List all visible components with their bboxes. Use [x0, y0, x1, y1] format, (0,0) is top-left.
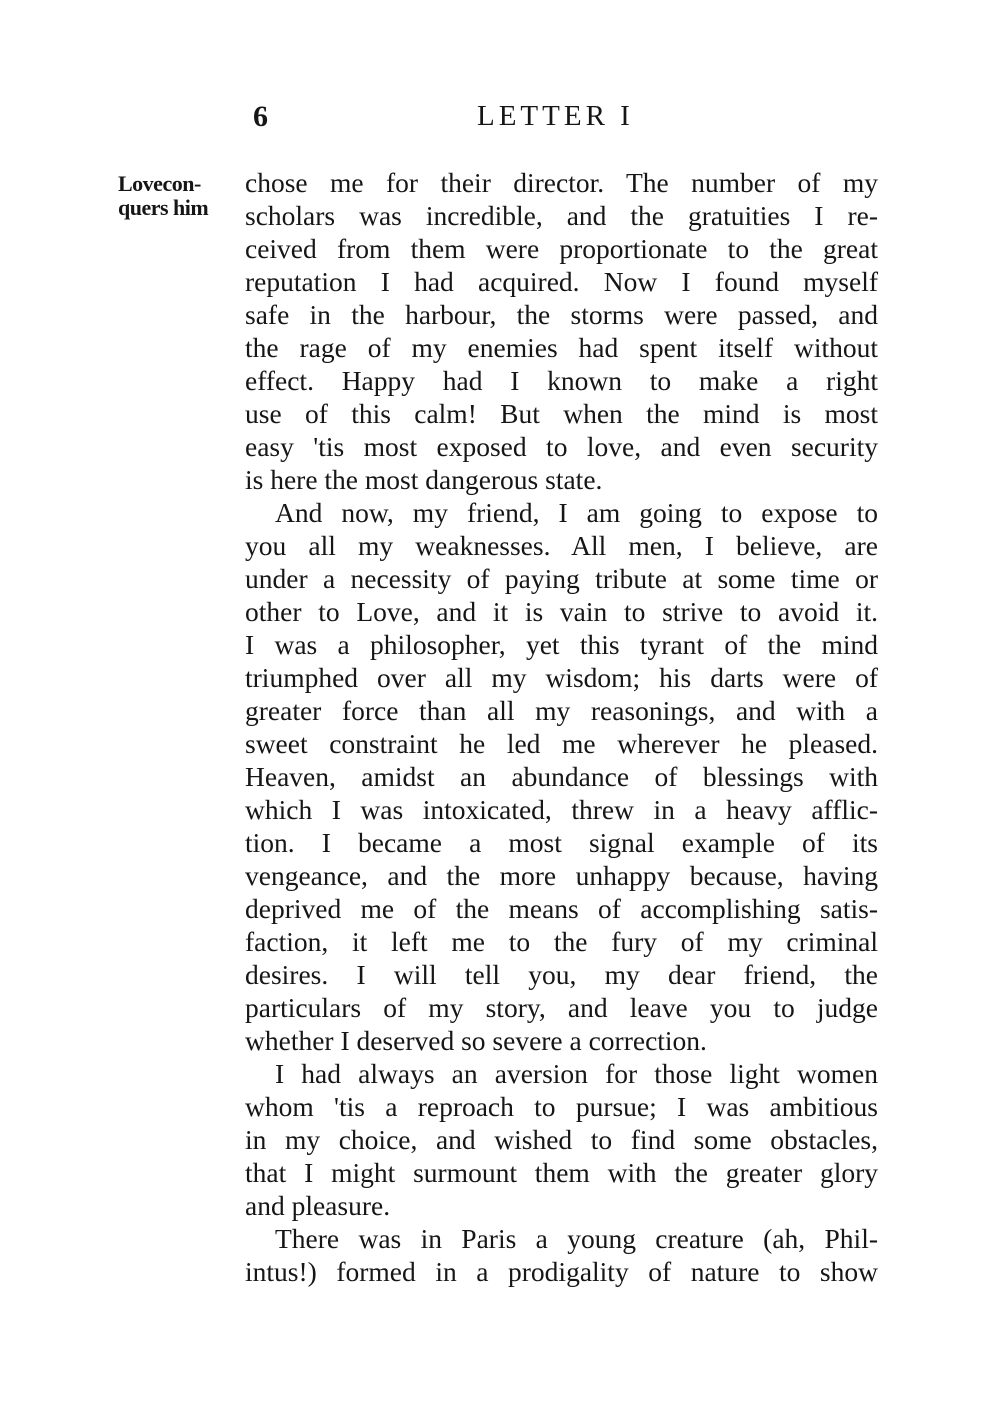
text-line: which I was intoxicated, threw in a heavy afflic-: [245, 794, 878, 825]
paragraph: [245, 166, 878, 496]
sidenote-line: Lovecon-: [118, 171, 201, 196]
text-line: under a necessity of paying tribute at some time or: [245, 563, 878, 594]
text-line: deprived me of the means of accomplishing satis-: [245, 893, 878, 924]
text-line: is here the most dangerous state.: [245, 464, 603, 495]
text-line: the rage of my enemies had spent itself without: [245, 332, 878, 363]
text-line: whom 'tis a reproach to pursue; I was ambitious: [245, 1091, 878, 1122]
paragraph: [245, 1057, 878, 1222]
text-line: in my choice, and wished to find some obstacles,: [245, 1124, 878, 1155]
text-line: intus!) formed in a prodigality of nature to show: [245, 1256, 878, 1287]
text-line: ceived from them were proportionate to the great: [245, 233, 878, 264]
text-line: Heaven, amidst an abundance of blessings with: [245, 761, 878, 792]
text-line: use of this calm! But when the mind is most: [245, 398, 878, 429]
text-line: reputation I had acquired. Now I found myself: [245, 266, 878, 297]
text-line: I had always an aversion for those light women: [275, 1058, 878, 1089]
text-line: There was in Paris a young creature (ah, Phil-: [275, 1223, 878, 1254]
text-line: sweet constraint he led me wherever he pleased.: [245, 728, 878, 759]
text-line: you all my weaknesses. All men, I believe, are: [245, 530, 878, 561]
text-line: particulars of my story, and leave you to judge: [245, 992, 878, 1023]
margin-sidenote: [118, 172, 243, 220]
text-line: And now, my friend, I am going to expose to: [275, 497, 878, 528]
text-line: and pleasure.: [245, 1190, 391, 1221]
paragraph: [245, 496, 878, 1057]
text-line: I was a philosopher, yet this tyrant of the mind: [245, 629, 878, 660]
sidenote-line: quers him: [118, 195, 209, 220]
running-head: LETTER I: [477, 100, 634, 132]
text-line: greater force than all my reasonings, and with a: [245, 695, 878, 726]
text-line: scholars was incredible, and the gratuities I re-: [245, 200, 878, 231]
text-line: tion. I became a most signal example of its: [245, 827, 878, 858]
text-line: faction, it left me to the fury of my criminal: [245, 926, 878, 957]
page-number: 6: [253, 100, 269, 133]
body-text: [245, 166, 878, 1288]
text-line: vengeance, and the more unhappy because, having: [245, 860, 878, 891]
text-line: other to Love, and it is vain to strive to avoid it.: [245, 596, 878, 627]
text-line: triumphed over all my wisdom; his darts were of: [245, 662, 878, 693]
text-line: whether I deserved so severe a correction.: [245, 1025, 707, 1056]
paragraph: [245, 1222, 878, 1288]
page-header: [245, 100, 878, 140]
text-line: chose me for their director. The number of my: [245, 167, 878, 198]
text-line: desires. I will tell you, my dear friend, the: [245, 959, 878, 990]
text-line: safe in the harbour, the storms were passed, and: [245, 299, 878, 330]
text-line: that I might surmount them with the greater glory: [245, 1157, 878, 1188]
text-line: easy 'tis most exposed to love, and even security: [245, 431, 878, 462]
text-line: effect. Happy had I known to make a right: [245, 365, 878, 396]
